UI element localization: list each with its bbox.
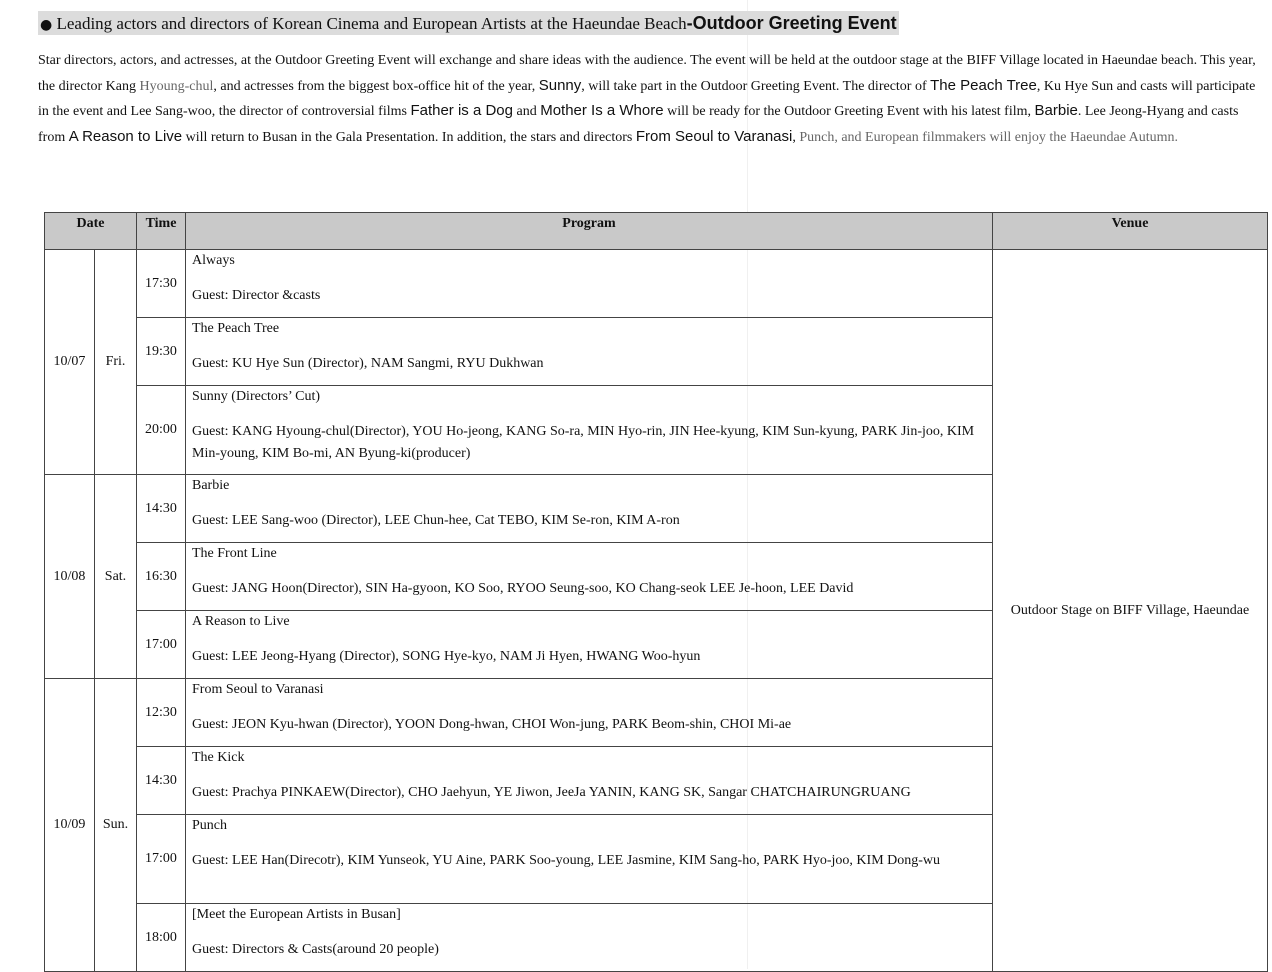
intro-text: , Ku Hye Sun and casts will participate in the event and Lee Sang-woo, the director of controversial films (38, 78, 1256, 119)
time-cell: 18:00 (137, 904, 186, 972)
bullet-icon: ● (40, 17, 53, 33)
program-cell (186, 543, 993, 611)
program-title: A Reason to Live (192, 614, 290, 629)
date-cell: 10/09 (45, 679, 95, 972)
intro-text: , will take part in the Outdoor Greeting Event. The director of (581, 78, 931, 94)
program-guests: Guest: LEE Sang-woo (Director), LEE Chun-hee, Cat TEBO, KIM Se-ron, KIM A-ron (192, 513, 680, 528)
table-row (45, 250, 1268, 318)
film-title: Father is a Dog (410, 102, 513, 119)
program-title: Always (192, 253, 235, 268)
intro-text: Star directors, actors, and actresses, at the Outdoor Greeting Event will exchange and share ideas with the audience. The event will be held at the outdoor stage at the BIFF Village located in Haeundae beach. This year, the director Kang (38, 53, 1256, 94)
program-guests: Guest: Director &casts (192, 288, 321, 303)
program-title: The Kick (192, 750, 245, 765)
intro-text: , (792, 129, 800, 145)
program-cell (186, 475, 993, 543)
film-title: Sunny (538, 76, 582, 94)
date-cell: 10/08 (45, 475, 95, 679)
time-cell: 14:30 (137, 475, 186, 543)
program-cell (186, 386, 993, 475)
program-title: [Meet the European Artists in Busan] (192, 907, 401, 922)
header-venue: Venue (993, 213, 1268, 250)
intro-text: and (512, 104, 541, 119)
intro-text: will be ready for the Outdoor Greeting Event with his latest film, (663, 104, 1035, 119)
intro-text: Hyoung-chul (139, 78, 214, 94)
program-guests: Guest: Prachya PINKAEW(Director), CHO Jaehyun, YE Jiwon, JeeJa YANIN, KANG SK, Sangar CHATCHAIRUNGRUANG (192, 785, 911, 800)
time-cell: 17:00 (137, 815, 186, 904)
time-cell: 19:30 (137, 318, 186, 386)
program-guests: Guest: JANG Hoon(Director), SIN Ha-gyoon, KO Soo, RYOO Seung-soo, KO Chang-seok LEE Je-hoon, LEE David (192, 581, 854, 596)
program-guests: Guest: JEON Kyu-hwan (Director), YOON Dong-hwan, CHOI Won-jung, PARK Beom-shin, CHOI Mi-ae (192, 717, 792, 732)
page-title (38, 11, 899, 35)
film-title: From Seoul to Varanasi (635, 127, 793, 145)
program-cell (186, 318, 993, 386)
schedule-table (44, 212, 1268, 972)
program-title: Sunny (Directors’ Cut) (192, 389, 321, 404)
day-cell: Sat. (95, 475, 137, 679)
time-cell: 20:00 (137, 386, 186, 475)
program-cell (186, 904, 993, 972)
program-guests: Guest: KANG Hyoung-chul(Director), YOU Ho-jeong, KANG So-ra, MIN Hyo-rin, JIN Hee-kyung, KIM Sun-kyung, PARK Jin-joo, KIM Min-young, KIM Bo-mi, AN Byung-ki(producer) (192, 424, 975, 461)
program-guests: Guest: KU Hye Sun (Director), NAM Sangmi, RYU Dukhwan (192, 356, 544, 371)
header-date: Date (45, 213, 137, 250)
program-guests: Guest: Directors & Casts(around 20 people) (192, 942, 439, 957)
program-cell (186, 747, 993, 815)
title-event-name: -Outdoor Greeting Event (686, 13, 897, 33)
program-guests: Guest: LEE Han(Direcotr), KIM Yunseok, YU Aine, PARK Soo-young, LEE Jasmine, KIM Sang-ho, PARK Hyo-joo, KIM Dong-wu (192, 853, 941, 868)
table-header-row (45, 213, 1268, 250)
time-cell: 12:30 (137, 679, 186, 747)
program-title: Punch (192, 818, 227, 833)
header-program: Program (186, 213, 993, 250)
intro-text: , and actresses from the biggest box-office hit of the year, (213, 78, 539, 94)
film-title: Barbie (1034, 102, 1078, 119)
program-cell (186, 250, 993, 318)
film-title: A Reason to Live (68, 127, 183, 145)
program-cell (186, 679, 993, 747)
time-cell: 14:30 (137, 747, 186, 815)
program-title: The Peach Tree (192, 321, 280, 336)
intro-text: will return to Busan in the Gala Presentation. In addition, the stars and directors (182, 129, 636, 145)
program-title: From Seoul to Varanasi (192, 682, 324, 697)
program-title: The Front Line (192, 546, 277, 561)
film-title: Mother Is a Whore (540, 102, 664, 119)
program-cell (186, 815, 993, 904)
program-guests: Guest: LEE Jeong-Hyang (Director), SONG Hye-kyo, NAM Ji Hyen, HWANG Woo-hyun (192, 649, 701, 664)
film-title: Punch (799, 129, 835, 145)
intro-paragraph (38, 49, 1266, 150)
time-cell: 16:30 (137, 543, 186, 611)
header-time: Time (137, 213, 186, 250)
day-cell: Fri. (95, 250, 137, 475)
date-cell: 10/07 (45, 250, 95, 475)
program-title: Barbie (192, 478, 230, 493)
day-cell: Sun. (95, 679, 137, 972)
film-title: The Peach Tree (930, 76, 1037, 94)
title-text: Leading actors and directors of Korean Cinema and European Artists at the Haeundae Beach (52, 14, 687, 33)
venue-cell: Outdoor Stage on BIFF Village, Haeundae (993, 250, 1268, 972)
program-cell (186, 611, 993, 679)
intro-text: , and European filmmakers will enjoy the Haeundae Autumn. (834, 129, 1179, 145)
time-cell: 17:30 (137, 250, 186, 318)
time-cell: 17:00 (137, 611, 186, 679)
intro-text: . Lee Jeong-Hyang and casts from (38, 104, 1239, 145)
